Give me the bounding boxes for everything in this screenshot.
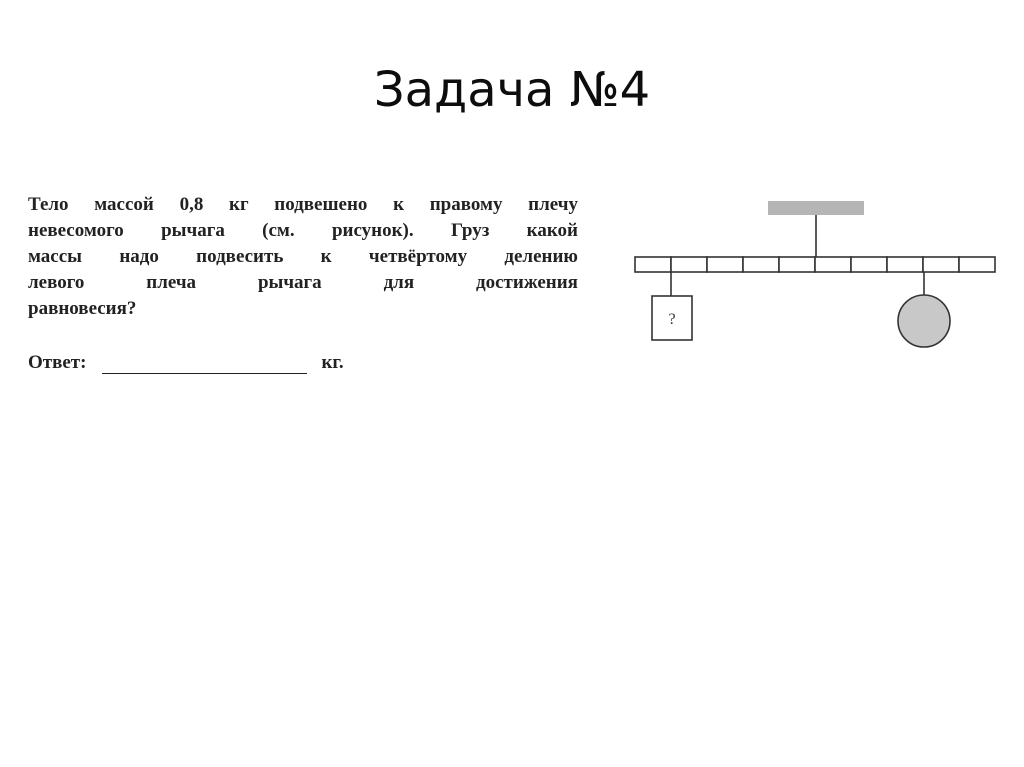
problem-word: рычага [257, 272, 322, 293]
problem-word: левого [28, 272, 85, 293]
slide-title: Задача №4 [373, 62, 651, 118]
problem-word: для [383, 272, 415, 293]
problem-word: Груз [450, 220, 490, 241]
problem-word: Тело [28, 194, 69, 215]
problem-word: к [320, 246, 332, 267]
problem-word: подвешено [274, 194, 368, 215]
problem-word: какой [526, 220, 578, 241]
problem-line [28, 218, 578, 244]
lever-division [815, 257, 851, 272]
lever-division [671, 257, 707, 272]
problem-word: массы [28, 246, 83, 267]
lever-figure [630, 190, 1010, 360]
unknown-weight-label: ? [668, 311, 676, 328]
problem-line [28, 192, 578, 218]
problem-word: плечу [528, 194, 578, 215]
lever-division [779, 257, 815, 272]
lever-division [887, 257, 923, 272]
answer-blank [102, 355, 307, 374]
lever-division [707, 257, 743, 272]
problem-word: 0,8 [179, 194, 204, 215]
problem-word: невесомого [28, 220, 124, 241]
problem-line [28, 244, 578, 270]
problem-word: кг [229, 194, 249, 215]
problem-word: массой [94, 194, 154, 215]
problem-word: делению [504, 246, 578, 267]
lever-division [923, 257, 959, 272]
answer-unit: кг. [321, 352, 344, 373]
problem-word: (см. [262, 220, 295, 241]
problem-word: достижения [476, 272, 578, 293]
answer-row [28, 352, 344, 374]
problem-word: рычага [161, 220, 225, 241]
problem-word: плеча [146, 272, 197, 293]
ceiling-support [768, 201, 864, 215]
problem-word: четвёртому [368, 246, 468, 267]
answer-label: Ответ: [28, 352, 87, 373]
problem-word: надо [119, 246, 159, 267]
weight-ball [898, 295, 950, 347]
lever-division [743, 257, 779, 272]
lever-division [851, 257, 887, 272]
problem-line [28, 296, 578, 322]
problem-line [28, 270, 578, 296]
problem-word: равновесия? [28, 298, 137, 319]
problem-text [28, 192, 578, 322]
lever-division [635, 257, 671, 272]
problem-word: подвесить [196, 246, 284, 267]
lever-bar [635, 257, 995, 272]
problem-word: рисунок). [331, 220, 414, 241]
problem-word: правому [429, 194, 503, 215]
problem-word: к [393, 194, 405, 215]
lever-division [959, 257, 995, 272]
